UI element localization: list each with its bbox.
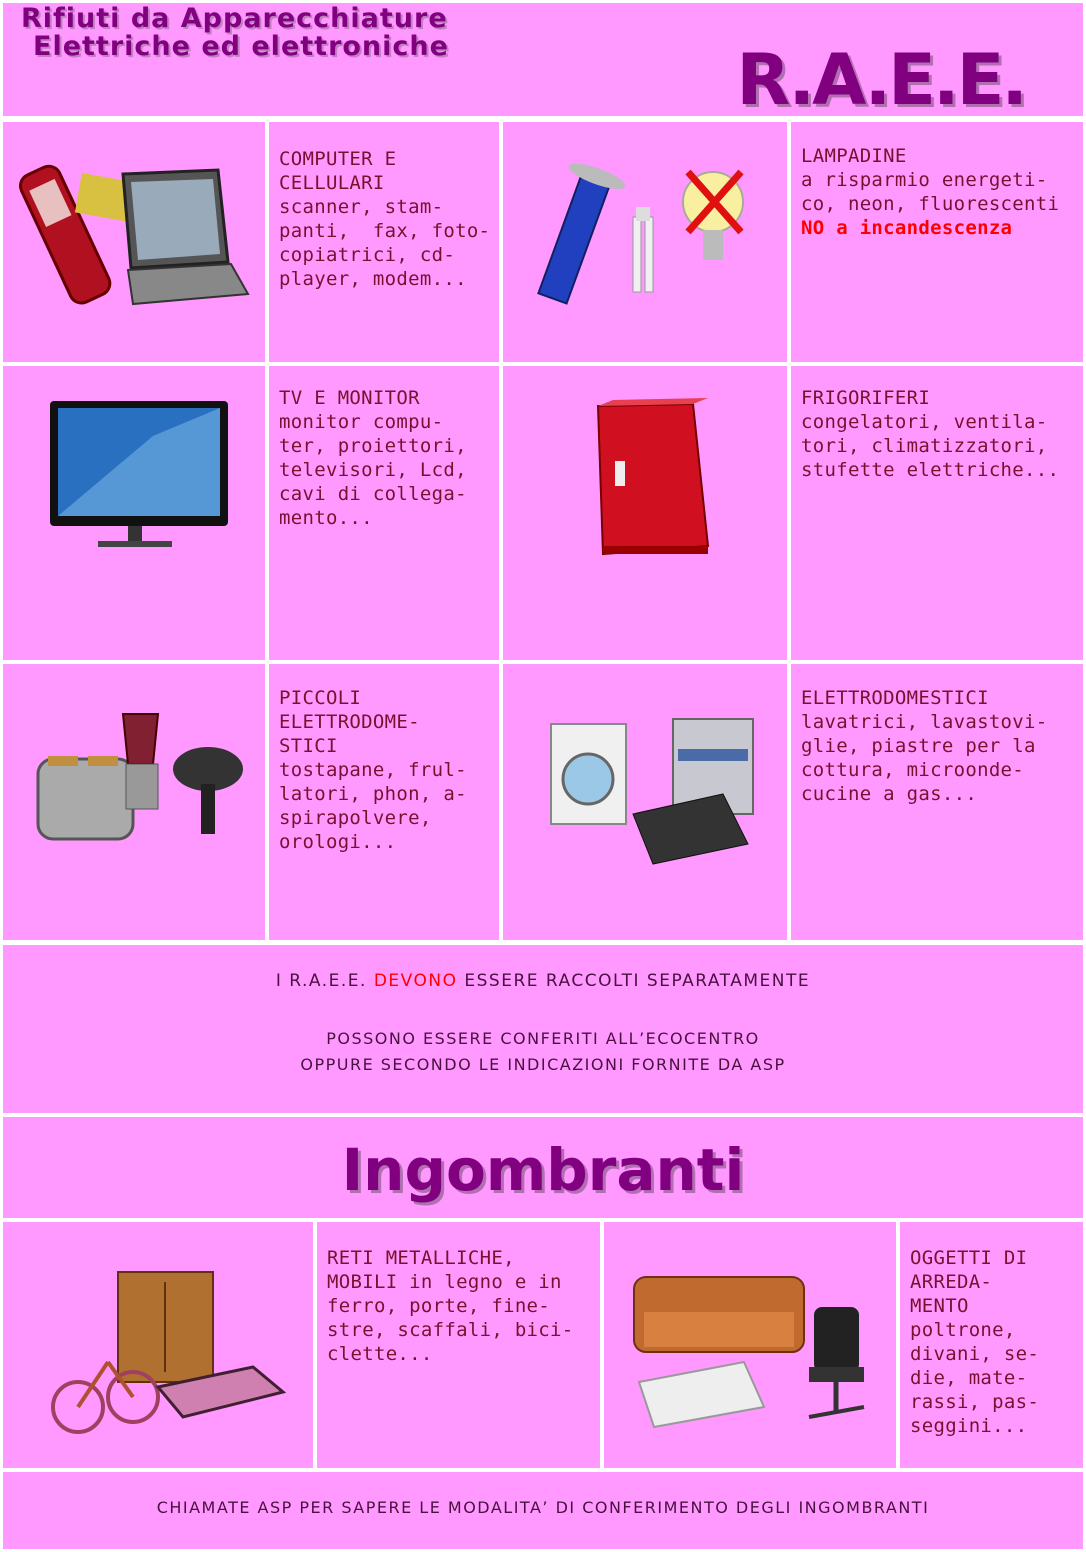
ingombranti-text: OGGETTI DI ARREDA- MENTO poltrone, divani, se- die, mate- rassi, pas- seggini... — [910, 1247, 1040, 1437]
category-title: PICCOLI ELETTRODOME- STICI — [279, 687, 420, 757]
category-body: monitor compu- ter, proiettori, televisori, Lcd, cavi di collega- mento... — [279, 411, 467, 529]
image-cell-bulbs — [503, 122, 787, 362]
category-body: tostapane, frul- latori, phon, a- spirapolvere, orologi... — [279, 759, 467, 853]
subtitle-line-1: Rifiuti da Apparecchiature — [21, 3, 448, 34]
monitor-icon — [3, 366, 265, 660]
notice-text: I R.A.E.E. — [275, 971, 374, 991]
image-cell-small-appliances — [3, 664, 265, 940]
category-title: COMPUTER E CELLULARI — [279, 148, 397, 194]
text-cell-fridge — [791, 366, 1083, 660]
text-cell-sofa — [900, 1222, 1083, 1468]
category-body: congelatori, ventila- tori, climatizzatori, stufette elettriche... — [801, 411, 1060, 481]
category-title: LAMPADINE — [801, 145, 907, 167]
large-appliances-icon — [503, 664, 787, 940]
category-body: a risparmio energeti- co, neon, fluorescenti — [801, 169, 1060, 215]
notice-line-3: OPPURE SECONDO LE INDICAZIONI FORNITE DA ASP — [300, 1055, 786, 1074]
image-cell-computer — [3, 122, 265, 362]
bulbs-icon — [503, 122, 787, 362]
ingombranti-header — [3, 1117, 1083, 1218]
header-panel — [3, 3, 1083, 116]
notice-line-1 — [3, 971, 1083, 991]
footer-text: CHIAMATE ASP PER SAPERE LE MODALITA’ DI CONFERIMENTO DEGLI INGOMBRANTI — [156, 1498, 930, 1517]
category-note: NO a incandescenza — [801, 217, 1013, 239]
notice-panel — [3, 945, 1083, 1113]
category-body: scanner, stam- panti, fax, foto- copiatrici, cd- player, modem... — [279, 196, 491, 290]
notice-text: ESSERE RACCOLTI SEPARATAMENTE — [457, 971, 811, 991]
text-cell-small-appliances — [269, 664, 499, 940]
category-title: TV E MONITOR — [279, 387, 420, 409]
text-cell-large-appliances — [791, 664, 1083, 940]
text-cell-furniture — [317, 1222, 600, 1468]
notice-line-2: POSSONO ESSERE CONFERITI ALL’ECOCENTRO — [326, 1029, 760, 1048]
image-cell-large-appliances — [503, 664, 787, 940]
footer-panel — [3, 1472, 1083, 1549]
sofa-chair-icon — [604, 1222, 896, 1468]
ingombranti-text: RETI METALLICHE, MOBILI in legno e in ferro, porte, fine- stre, scaffali, bici- clette... — [327, 1247, 574, 1365]
header-subtitle — [21, 5, 449, 61]
notice-emphasis: DEVONO — [373, 971, 458, 991]
text-cell-bulbs — [791, 122, 1083, 362]
image-cell-fridge — [503, 366, 787, 660]
fridge-icon — [503, 366, 787, 660]
text-cell-monitor — [269, 366, 499, 660]
furniture-bike-icon — [3, 1222, 313, 1468]
raee-title: R.A.E.E. — [736, 39, 1025, 116]
category-title: ELETTRODOMESTICI — [801, 687, 989, 709]
image-cell-monitor — [3, 366, 265, 660]
phone-laptop-icon — [3, 122, 265, 362]
small-appliances-icon — [3, 664, 265, 940]
category-body: lavatrici, lavastovi- glie, piastre per la cottura, microonde- cucine a gas... — [801, 711, 1048, 805]
image-cell-sofa — [604, 1222, 896, 1468]
text-cell-computer — [269, 122, 499, 362]
subtitle-line-2: Elettriche ed elettroniche — [33, 31, 449, 62]
category-title: FRIGORIFERI — [801, 387, 931, 409]
ingombranti-title: Ingombranti — [341, 1136, 745, 1204]
image-cell-furniture — [3, 1222, 313, 1468]
